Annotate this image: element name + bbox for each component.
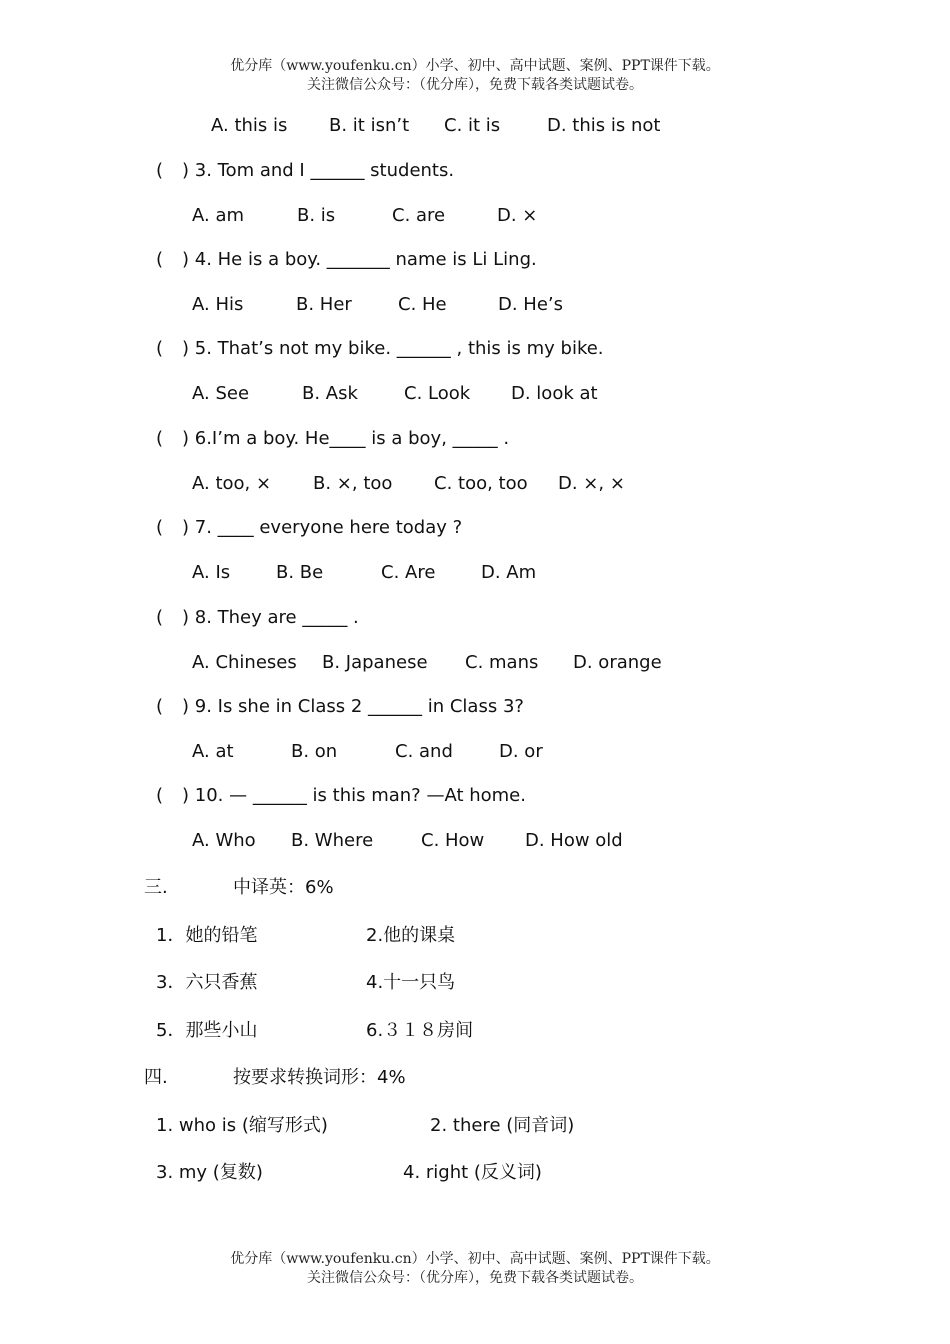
question-stem: ) 3. Tom and I ______ students. — [182, 160, 455, 181]
option-d: D. How old — [525, 830, 623, 851]
page-footer — [0, 1250, 950, 1288]
option-b: B. on — [291, 741, 338, 762]
footer-line-2: 关注微信公众号：（优分库），免费下载各类试题试卷。 — [307, 1270, 643, 1286]
option-d: D. ×, × — [558, 473, 625, 494]
option-d: D. orange — [573, 652, 662, 673]
option-a: A. too, × — [192, 473, 272, 494]
header-line-1: 优分库（www.youfenku.cn）小学、初中、高中试题、案例、PPT课件下载。 — [230, 58, 720, 74]
q2-option-d: D. this is not — [547, 115, 661, 136]
option-b: B. Japanese — [322, 652, 428, 673]
translate-item: 4.十一只鸟 — [366, 972, 456, 993]
question-stem: ) 10. — ______ is this man? —At home. — [182, 785, 526, 806]
answer-paren: ( — [156, 607, 164, 628]
section-title: 按要求转换词形：4% — [233, 1067, 406, 1088]
option-c: C. mans — [465, 652, 539, 673]
section-title: 中译英：6% — [233, 877, 334, 898]
section-number: 四. — [144, 1067, 168, 1088]
translate-item: 6.３１８房间 — [366, 1020, 474, 1041]
page-header — [0, 57, 950, 95]
option-a: A. His — [192, 294, 244, 315]
option-c: C. How — [421, 830, 485, 851]
option-d: D. Am — [481, 562, 537, 583]
option-a: A. Chineses — [192, 652, 297, 673]
answer-paren: ( — [156, 785, 164, 806]
translate-item: 1．她的铅笔 — [156, 925, 258, 946]
option-c: C. too, too — [434, 473, 528, 494]
translate-item: 5．那些小山 — [156, 1020, 258, 1041]
answer-paren: ( — [156, 696, 164, 717]
word-form-item: 4. right (反义词) — [403, 1162, 542, 1183]
word-form-item: 1. who is (缩写形式) — [156, 1115, 328, 1136]
footer-line-1: 优分库（www.youfenku.cn）小学、初中、高中试题、案例、PPT课件下载。 — [230, 1251, 720, 1267]
option-b: B. Ask — [302, 383, 358, 404]
question-stem: ) 9. Is she in Class 2 ______ in Class 3? — [182, 696, 524, 717]
option-c: C. and — [395, 741, 453, 762]
option-a: A. am — [192, 205, 245, 226]
word-form-item: 3. my (复数) — [156, 1162, 263, 1183]
option-c: C. Look — [404, 383, 471, 404]
question-stem: ) 5. That’s not my bike. ______ , this is my bike. — [182, 338, 604, 359]
option-c: C. He — [398, 294, 447, 315]
option-b: B. Her — [296, 294, 352, 315]
option-d: D. look at — [511, 383, 598, 404]
question-stem: ) 6.I’m a boy. He____ is a boy, _____ . — [182, 428, 510, 449]
option-c: C. Are — [381, 562, 436, 583]
answer-paren: ( — [156, 428, 164, 449]
question-stem: ) 8. They are _____ . — [182, 607, 359, 628]
answer-paren: ( — [156, 338, 164, 359]
option-a: A. at — [192, 741, 234, 762]
header-line-2: 关注微信公众号：（优分库），免费下载各类试题试卷。 — [307, 77, 643, 93]
option-b: B. ×, too — [313, 473, 393, 494]
option-a: A. See — [192, 383, 250, 404]
option-d: D. He’s — [498, 294, 564, 315]
question-stem: ) 7. ____ everyone here today ? — [182, 517, 463, 538]
q2-option-a: A. this is — [211, 115, 288, 136]
q2-option-c: C. it is — [444, 115, 501, 136]
option-d: D. × — [497, 205, 538, 226]
option-a: A. Who — [192, 830, 256, 851]
translate-item: 2.他的课桌 — [366, 925, 456, 946]
option-a: A. Is — [192, 562, 231, 583]
translate-item: 3．六只香蕉 — [156, 972, 258, 993]
answer-paren: ( — [156, 517, 164, 538]
question-stem: ) 4. He is a boy. _______ name is Li Ling. — [182, 249, 537, 270]
answer-paren: ( — [156, 160, 164, 181]
option-c: C. are — [392, 205, 446, 226]
option-d: D. or — [499, 741, 543, 762]
option-b: B. Be — [276, 562, 324, 583]
answer-paren: ( — [156, 249, 164, 270]
q2-option-b: B. it isn’t — [329, 115, 410, 136]
option-b: B. is — [297, 205, 336, 226]
section-number: 三. — [144, 877, 168, 898]
word-form-item: 2. there (同音词) — [430, 1115, 575, 1136]
option-b: B. Where — [291, 830, 374, 851]
